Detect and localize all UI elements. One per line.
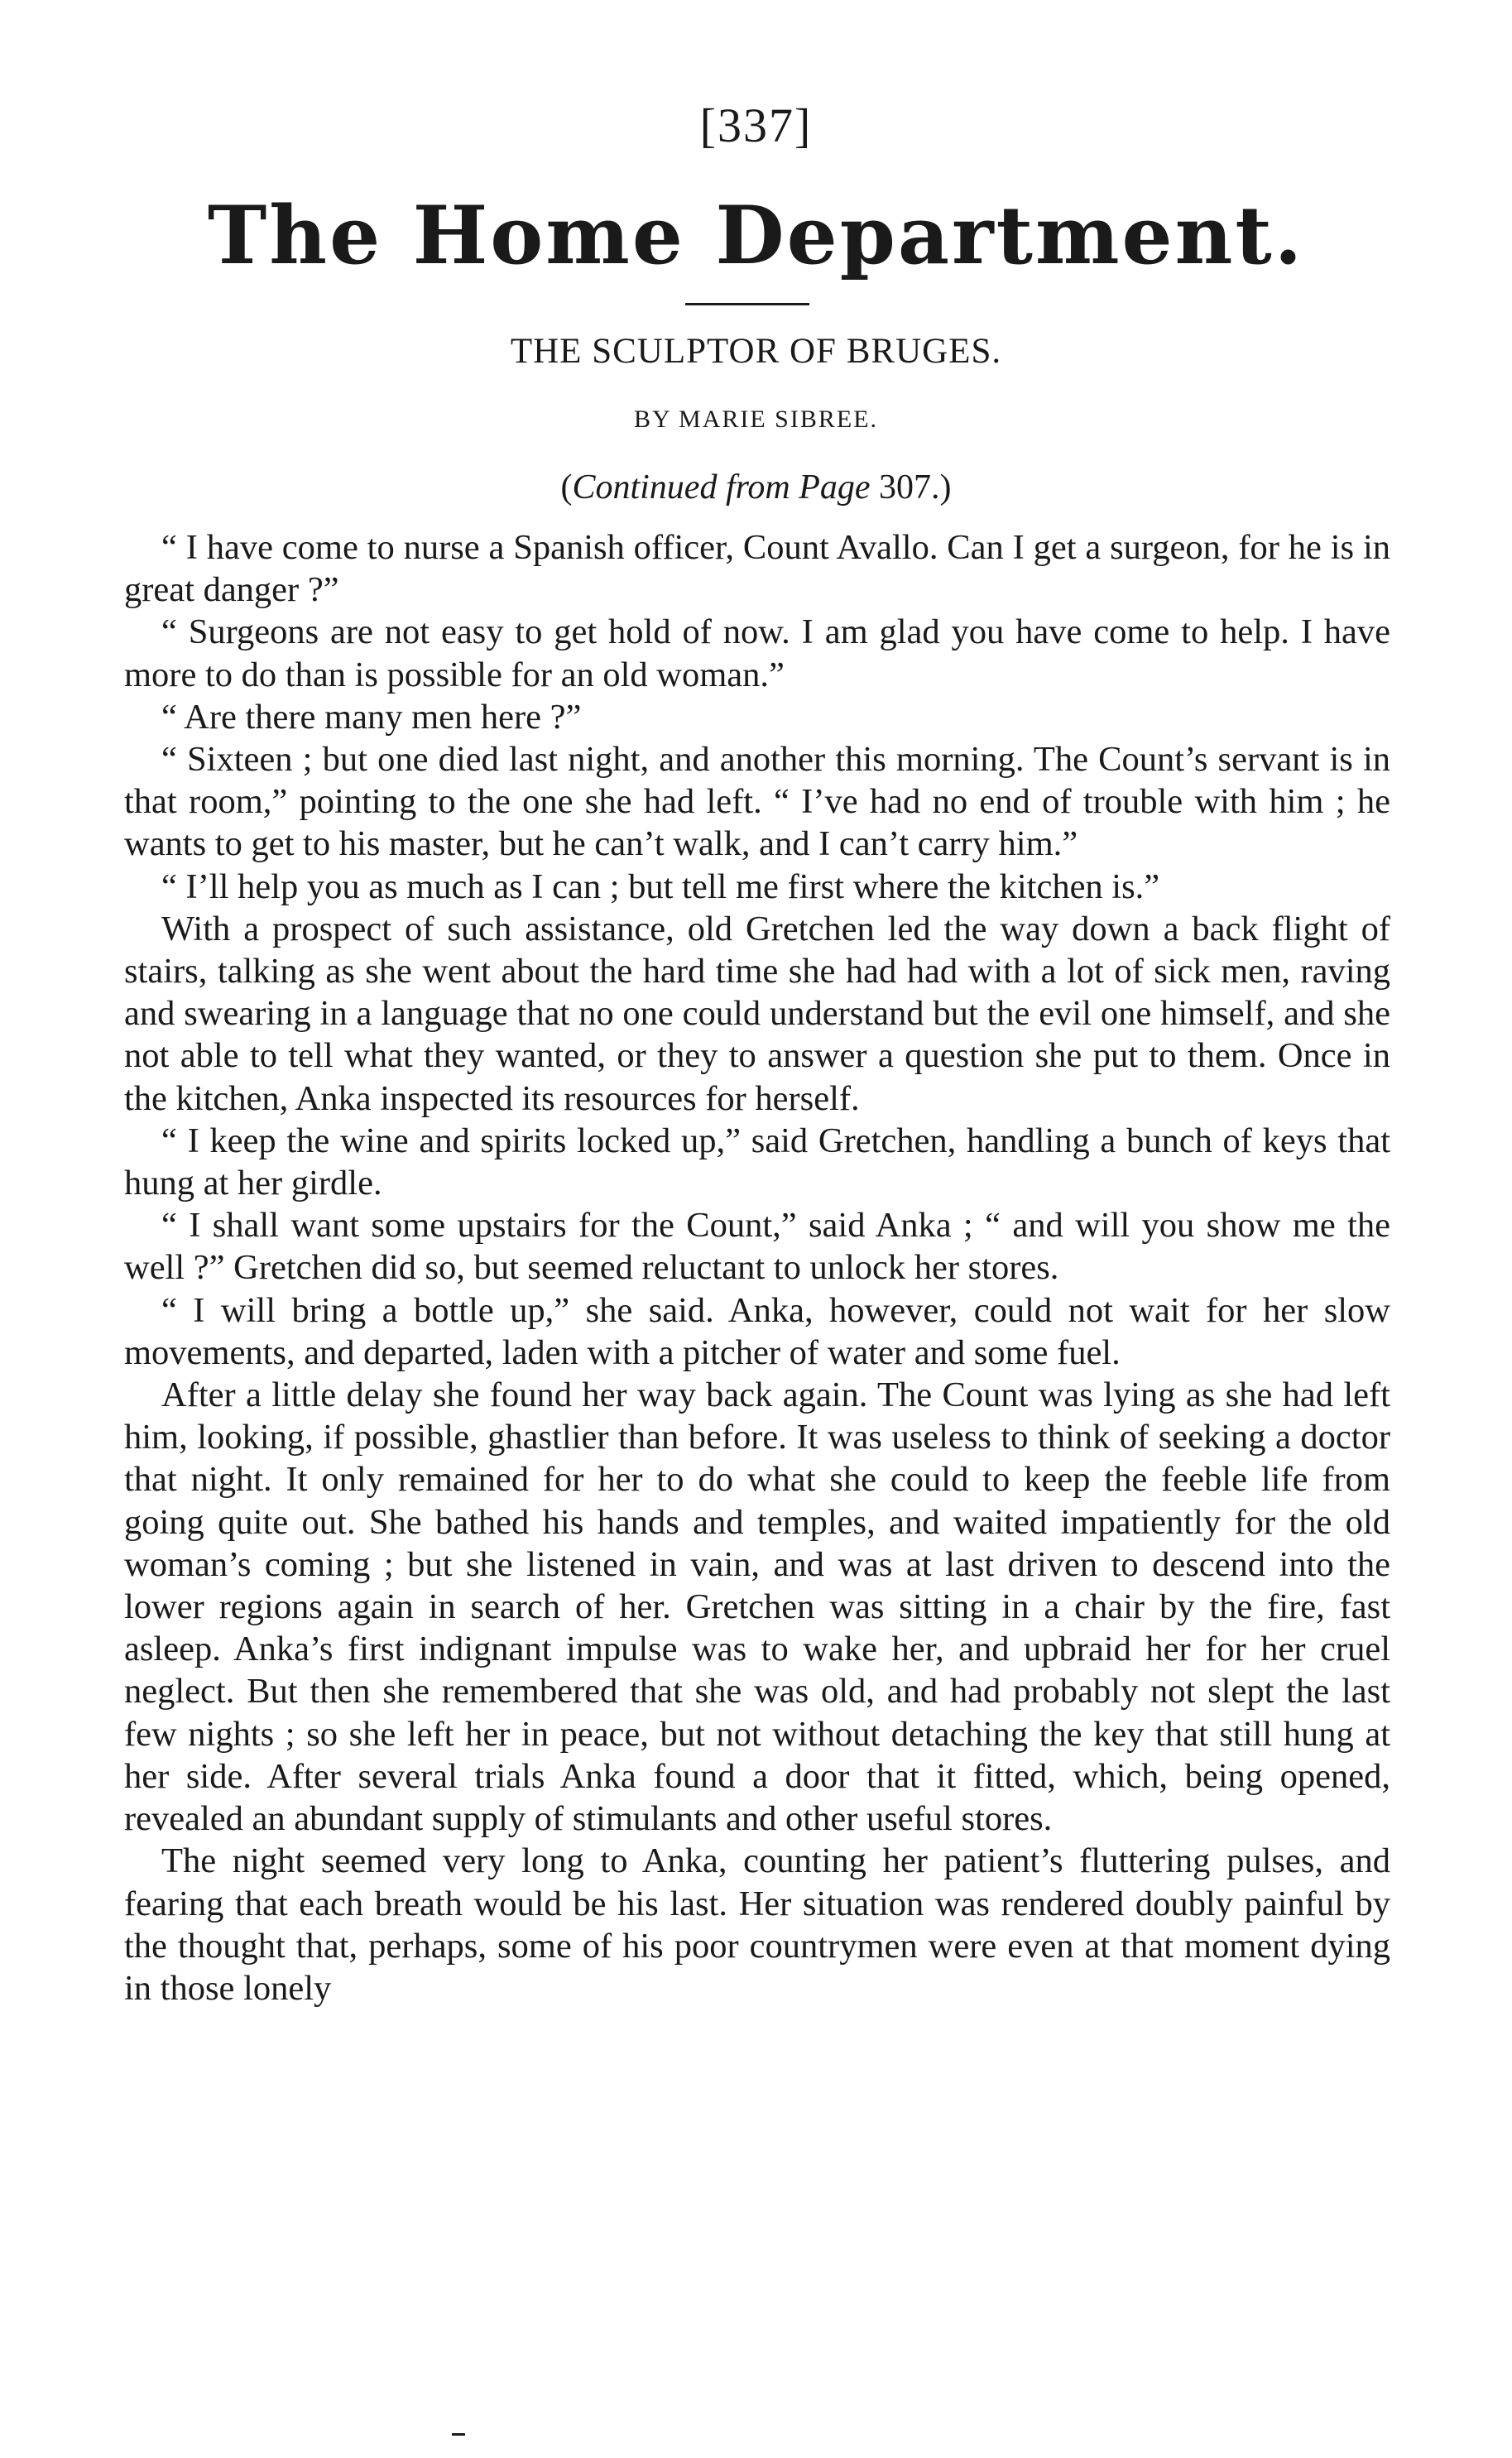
paragraph: “ Are there many men here ?” — [161, 697, 582, 737]
continued-close-paren: ) — [939, 468, 952, 506]
section-title: The Home Department. — [207, 189, 1305, 282]
paragraph: “ Sixteen ; but one died last night, and another this morning. The Count’s servant is in that room,” pointing to the one she had left. “ I’ve had no end of trouble with him ; he wants to get to his master, but he can’t walk, and I can’t carry him.” — [124, 740, 1390, 864]
paragraph: With a prospect of such assistance, old Gretchen led the way down a back flight of stairs, talking as she went about the hard time she had had with a lot of sick men, raving and swearing in a language that no one could understand but the evil one himself, and she not able to tell what they wanted, or they to answer a question she put to them. Once in the kitchen, Anka inspected its resources for herself. — [124, 909, 1390, 1118]
footer-mark — [452, 2433, 465, 2436]
continued-page-number: 307. — [870, 468, 940, 506]
paragraph: “ I will bring a bottle up,” she said. Anka, however, could not wait for her slow movements, and departed, laden with a pitcher of water and some fuel. — [124, 1290, 1390, 1372]
paragraph: “ Surgeons are not easy to get hold of now. I am glad you have come to help. I have more to do than is possible for an old woman.” — [124, 612, 1390, 694]
article-body — [124, 526, 1390, 2009]
continued-note — [0, 468, 1512, 507]
story-title: THE SCULPTOR OF BRUGES. — [510, 332, 1002, 371]
paragraph: “ I have come to nurse a Spanish officer, Count Avallo. Can I get a surgeon, for he is in great danger ?” — [124, 528, 1390, 610]
continued-open-paren: ( — [560, 468, 573, 506]
paragraph: The night seemed very long to Anka, counting her patient’s fluttering pulses, and fearing that each breath would be his last. Her situation was rendered doubly painful by the thought that, perhaps, some of his poor countrymen were even at that moment dying in those lonely — [124, 1841, 1390, 2008]
author-byline: BY MARIE SIBREE. — [633, 406, 879, 433]
page-number: [337] — [699, 98, 813, 152]
paragraph: “ I keep the wine and spirits locked up,” said Gretchen, handling a bunch of keys that hung at her girdle. — [124, 1121, 1390, 1203]
paragraph: After a little delay she found her way back again. The Count was lying as she had left him, looking, if possible, ghastlier than before. It was useless to think of seeking a doctor that night. It only remained for her to do what she could to keep the feeble life from going quite out. She bathed his hands and temples, and waited impatiently for the old woman’s coming ; but she listened in vain, and was at last driven to descend into the lower regions again in search of her. Gretchen was sitting in a chair by the fire, fast asleep. Anka’s first indignant impulse was to wake her, and upbraid her for her cruel neglect. But then she remembered that she was old, and had probably not slept the last few nights ; so she left her in peace, but not without detaching the key that still hung at her side. After several trials Anka found a door that it fitted, which, being opened, revealed an abundant supply of stimulants and other useful stores. — [124, 1375, 1390, 1839]
paragraph: “ I shall want some upstairs for the Count,” said Anka ; “ and will you show me the well ?” Gretchen did so, but seemed reluctant to unlock her stores. — [124, 1206, 1390, 1288]
continued-label: Continued from Page — [572, 468, 871, 506]
paragraph: “ I’ll help you as much as I can ; but tell me first where the kitchen is.” — [161, 867, 1160, 906]
title-divider — [685, 303, 809, 305]
